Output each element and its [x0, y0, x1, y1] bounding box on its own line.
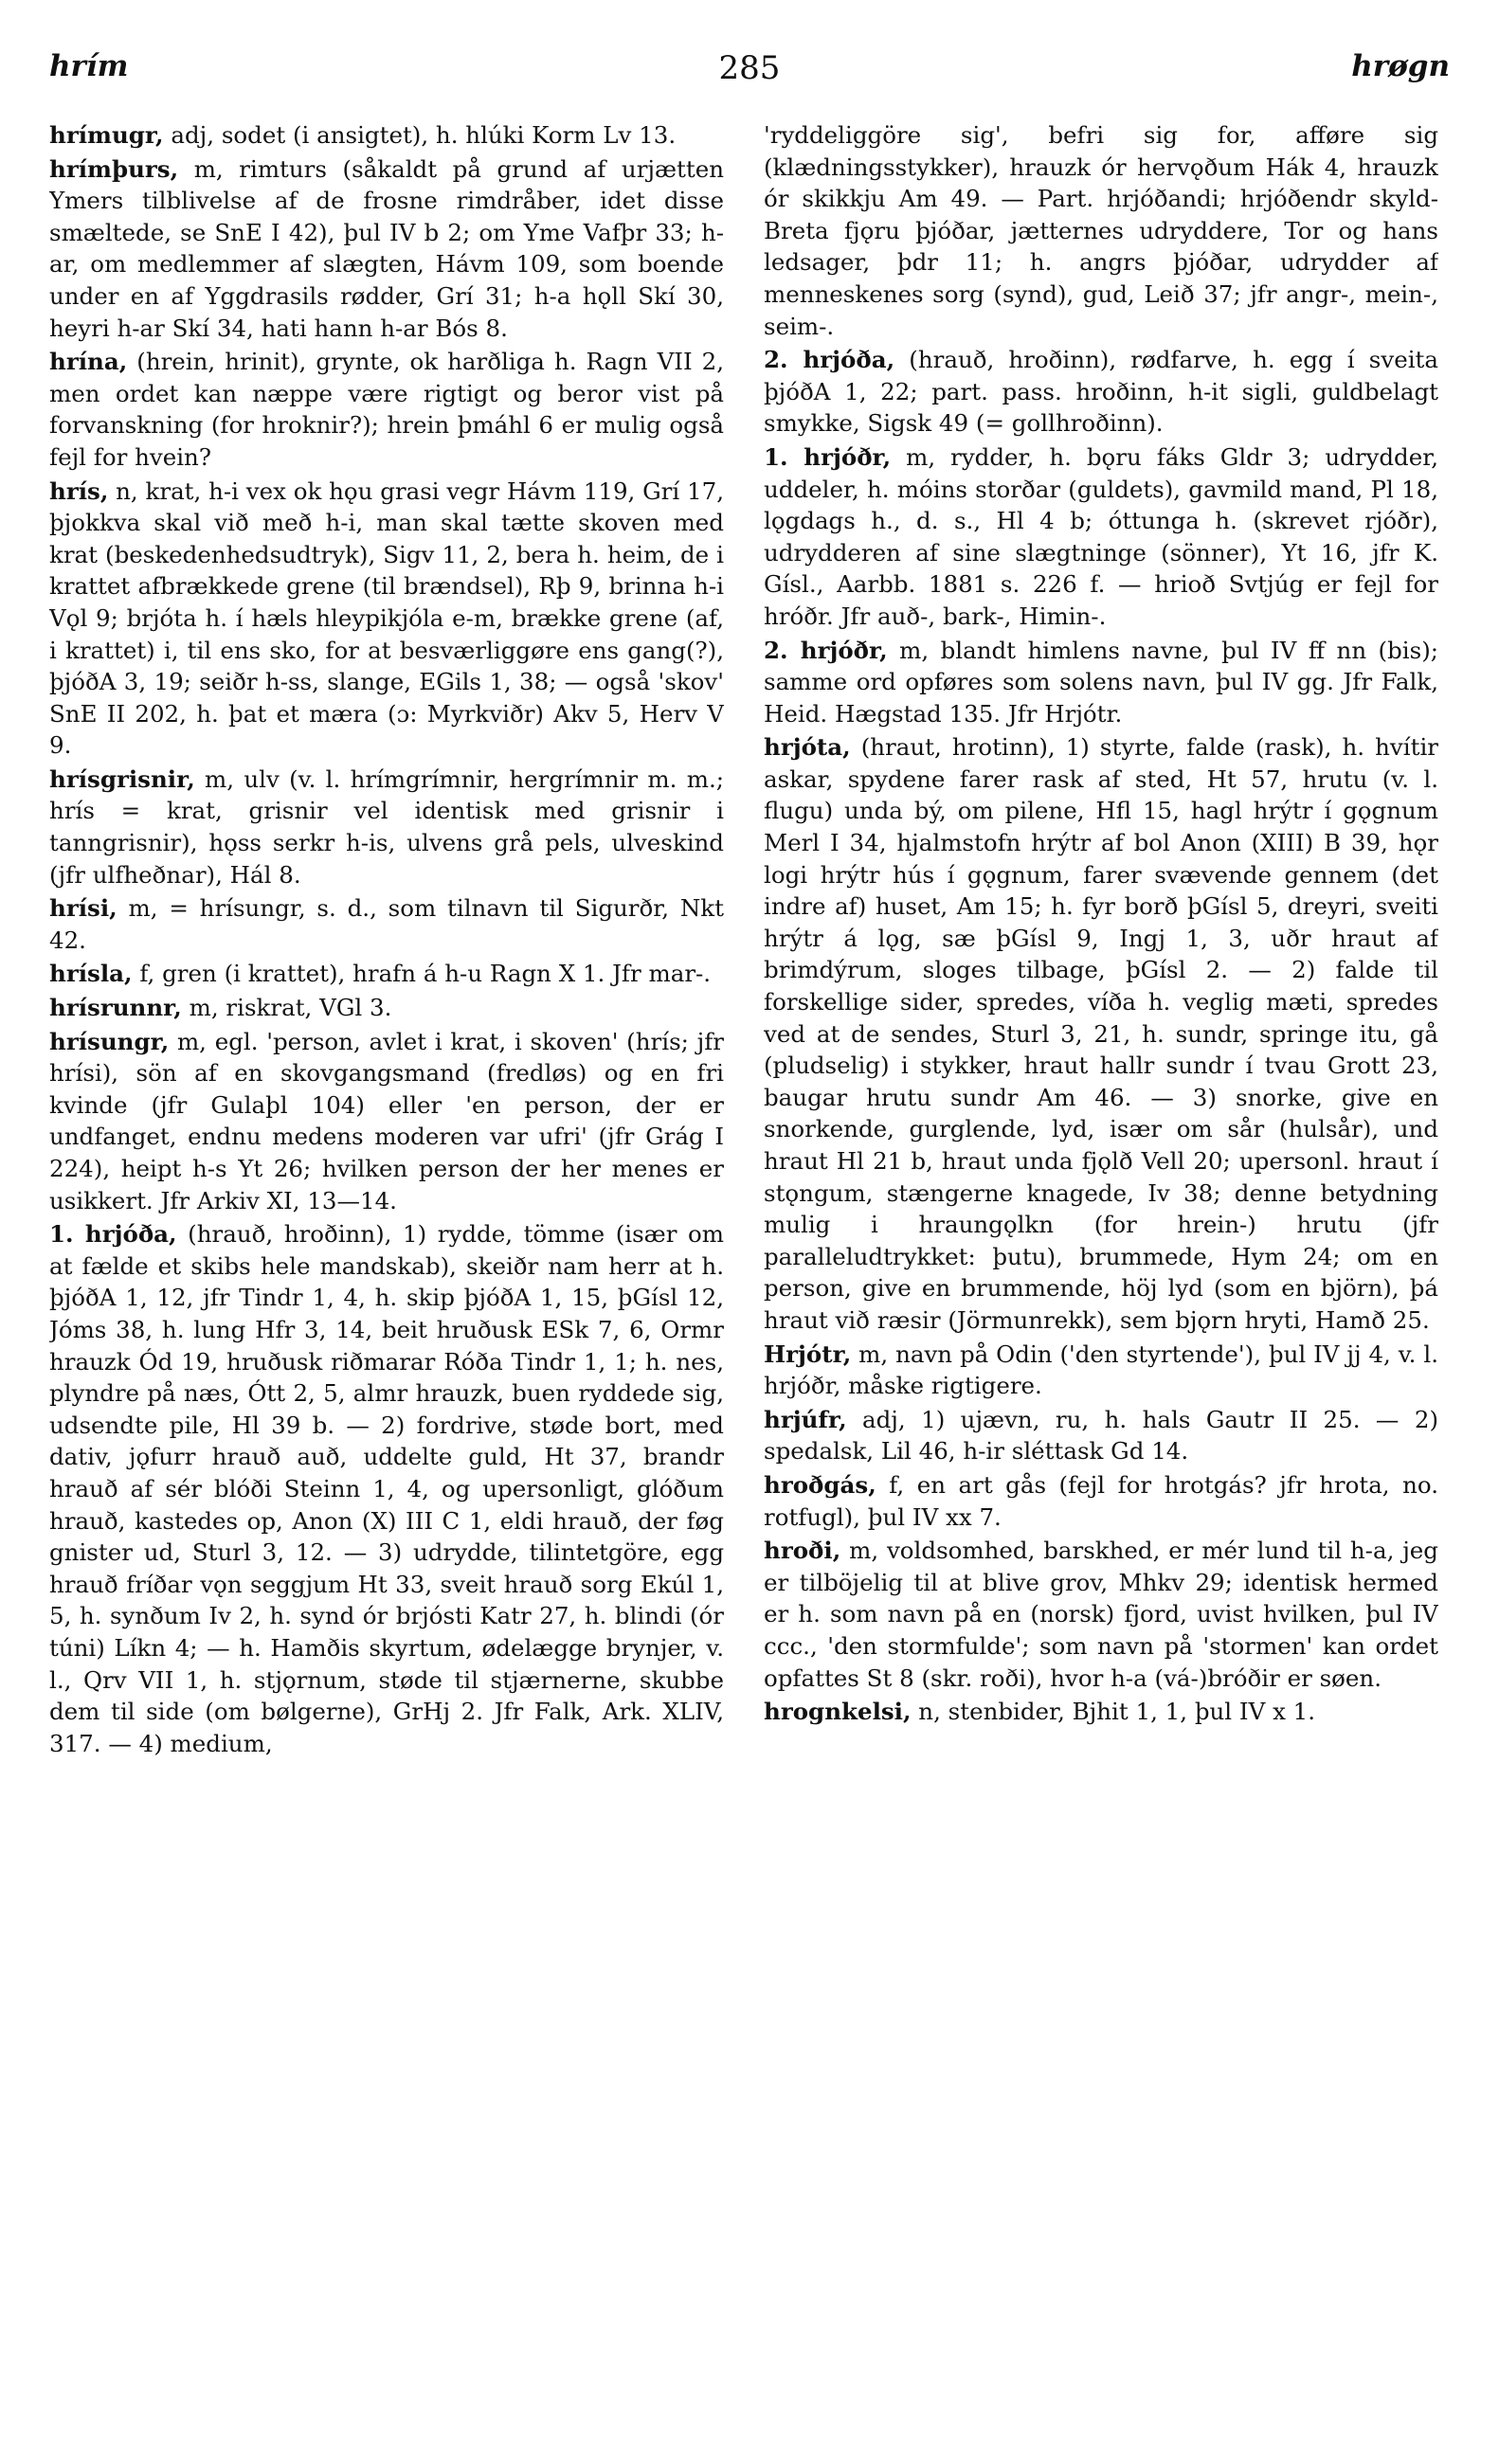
dictionary-entry [49, 1026, 724, 1217]
dictionary-entry [764, 731, 1438, 1336]
entry-headword: hrísrunnr, [49, 994, 182, 1022]
dictionary-entry [764, 1696, 1438, 1728]
dictionary-entry [49, 764, 724, 890]
dictionary-entry [764, 1404, 1438, 1467]
entry-headword: hrímugr, [49, 121, 164, 149]
entry-definition: n, stenbider, Bjhit 1, 1, þul IV x 1. [911, 1698, 1316, 1726]
entry-definition: n, krat, h-i vex ok hǫu grasi vegr Hávm 119, Grí 17, þjokkva skal við með h-i, man skal tætte skoven med krat (beskedenhedsudtryk), Sigv 11, 2, bera h. heim, de i krattet afbrækkede grene (til brændsel), Rþ 9, brinna h-i Vǫl 9; brjóta h. í hæls hleypikjóla e-m, brække grene (af, i krattet) i, til ens sko, for at besværliggøre ens gang(?), þjóðA 3, 19; seiðr h-ss, slange, EGils 1, 38; — også 'skov' SnE II 202, h. þat et mæra (ɔ: Myrkviðr) Akv 5, Herv V 9. [49, 477, 724, 760]
entry-definition: (hrauð, hroðinn), 1) rydde, tömme (især om at fælde et skibs hele mandskab), skeiðr nam herr at h. þjóðA 1, 12, jfr Tindr 1, 4, h. skip þjóðA 1, 15, þGísl 12, Jóms 38, h. lung Hfr 3, 14, beit hruðusk ESk 7, 6, Ormr hrauzk Ód 19, hruðusk riðmarar Róða Tindr 1, 1; h. nes, plyndre på næs, Ótt 2, 5, almr hrauzk, buen ryddede sig, udsendte pile, Hl 39 b. — 2) fordrive, støde bort, med dativ, jǫfurr hrauð auð, uddelte guld, Ht 37, brandr hrauð af sér blóði Steinn 1, 4, og upersonligt, glóðum hrauð, kastedes op, Anon (X) III C 1, eldi hrauð, der føg gnister ud, Sturl 3, 12. — 3) udrydde, tilintetgöre, egg hrauð fríðar vǫn seggjum Ht 33, sveit hrauð sorg Ekúl 1, 5, h. synðum Iv 2, h. synd ór brjósti Katr 27, h. blindi (ór túni) Líkn 4; — h. Hamðis skyrtum, ødelægge brynjer, v. l., Qrv VII 1, h. stjǫrnum, støde til stjærnerne, skubbe dem til side (om bølgerne), GrHj 2. Jfr Falk, Ark. XLIV, 317. — 4) medium, [49, 1220, 724, 1757]
entry-headword: 1. hrjóða, [49, 1220, 177, 1249]
entry-definition: (hrein, hrinit), grynte, ok harðliga h. Ragn VII 2, men ordet kan næppe være rigtigt og beror vist på forvanskning (for hroknir?); hrein þmáhl 6 er mulig også fejl for hvein? [49, 348, 724, 471]
entry-headword: hroðgás, [764, 1470, 876, 1499]
dictionary-entry [49, 346, 724, 473]
entry-definition: m, navn på Odin ('den styrtende'), þul IV jj 4, v. l. hrjóðr, måske rigtigere. [764, 1340, 1438, 1400]
entry-definition: (hraut, hrotinn), 1) styrte, falde (rask), h. hvítir askar, spydene farer rask af sted, Ht 57, hrutu (v. l. flugu) unda bý, om pilene, Hfl 15, hagl hrýtr í gǫgnum Merl I 34, hjalmstofn hrýtr af bol Anon (XIII) B 39, hǫr logi hrýtr hús í gǫgnum, farer svævende gennem (det indre af) huset, Am 15; h. fyr borð þGísl 5, dreyri, sveiti hrýtr á lǫg, sæ þGísl 9, Ingj 1, 3, uðr hraut af brimdýrum, sloges tilbage, þGísl 2. — 2) falde til forskellige sider, spredes, víða h. veglig mæti, spredes ved at de sendes, Sturl 3, 21, h. sundr, springe itu, gå (pludselig) i stykker, hraut hallr sundr í tvau Grott 23, baugar hrutu sundr Am 46. — 3) snorke, give en snorkende, gurglende, lyd, især om sår (hulsår), und hraut Hl 21 b, hraut unda fjǫlð Vell 20; upersonl. hraut í stǫngum, stængerne knagede, Iv 38; denne betydning mulig i hraungǫlkn (for hrein-) hrutu (jfr paralleludtrykket: þutu), brummede, Hym 24; om en person, give en brummende, höj lyd (som en björn), þá hraut við ræsir (Jörmunrekk), sem bjǫrn hryti, Hamð 25. [764, 733, 1438, 1334]
entry-definition: m, egl. 'person, avlet i krat, i skoven' (hrís; jfr hrísi), sön af en skovgangsmand (fredløs) og en fri kvinde (jfr Gulaþl 104) eller 'en person, der er undfanget, endnu medens moderen var ufri' (jfr Grág I 224), heipt h-s Yt 26; hvilken person der her menes er usikkert. Jfr Arkiv XI, 13—14. [49, 1027, 724, 1214]
entry-definition: m, voldsomhed, barskhed, er mér lund til h-a, jeg er tilböjelig til at blive grov, Mhkv 29; identisk hermed er h. som navn på en (norsk) fjord, uvist hvilken, þul IV ccc., 'den stormfulde'; som navn på 'stormen' kan ordet opfattes St 8 (skr. roði), hvor h-a (vá-)bróðir er søen. [764, 1537, 1438, 1692]
entry-headword: 2. hrjóða, [764, 346, 895, 374]
entry-headword: hrognkelsi, [764, 1698, 912, 1726]
entry-definition: f, en art gås (fejl for hrotgás? jfr hrota, no. rotfugl), þul IV xx 7. [764, 1470, 1438, 1531]
left-column [49, 119, 724, 2431]
entry-headword: hrjóta, [764, 733, 851, 762]
dictionary-entry [49, 119, 724, 152]
dictionary-entry [49, 892, 724, 956]
entry-headword: Hrjótr, [764, 1340, 852, 1368]
right-column [764, 119, 1438, 2431]
running-headword-left: hrím [49, 49, 129, 83]
entry-definition: m, blandt himlens navne, þul IV ff nn (bis); samme ord opføres som solens navn, þul IV gg. Jfr Falk, Heid. Hægstad 135. Jfr Hrjótr. [764, 636, 1438, 728]
entry-definition: m, = hrísungr, s. d., som tilnavn til Sigurðr, Nkt 42. [49, 894, 724, 954]
entry-definition: adj, 1) ujævn, ru, h. hals Gautr II 25. — 2) spedalsk, Lil 46, h-ir sléttask Gd 14. [764, 1405, 1438, 1466]
dictionary-entry [49, 958, 724, 990]
entry-definition: m, rimturs (såkaldt på grund af urjætten Ymers tilblivelse af de frosne rimdråber, idet disse smæltede, se SnE I 42), þul IV b 2; om Yme Vafþr 33; h-ar, om medlemmer af slægten, Hávm 109, som boende under en af Yggdrasils rødder, Grí 31; h-a hǫll Skí 30, heyri h-ar Skí 34, hati hann h-ar Bós 8. [49, 154, 724, 342]
dictionary-entry [49, 476, 724, 762]
entry-definition: (hrauð, hroðinn), rødfarve, h. egg í sveita þjóðA 1, 22; part. pass. hroðinn, h-it sigli, guldbelagt smykke, Sigsk 49 (= gollhroðinn). [764, 346, 1438, 438]
dictionary-entry [764, 441, 1438, 633]
entry-definition: m, riskrat, VGl 3. [181, 994, 392, 1022]
entry-headword: hrjúfr, [764, 1405, 847, 1433]
dictionary-entry [764, 344, 1438, 440]
page-header [49, 49, 1450, 97]
entry-headword: hrísla, [49, 960, 133, 988]
entry-definition: m, ulv (v. l. hrímgrímnir, hergrímnir m. m.; hrís = krat, grisnir vel identisk med grisnir i tanngrisnir), hǫss serkr h-is, ulvens grå pels, ulveskind (jfr ulfheðnar), Hál 8. [49, 764, 724, 889]
dictionary-entry [764, 1535, 1438, 1694]
entry-headword: hrísgrisnir, [49, 764, 195, 793]
page-number: 285 [718, 49, 781, 87]
entry-headword: hrísungr, [49, 1027, 170, 1055]
entry-definition: 'ryddeliggöre sig', befri sig for, afføre sig (klædningsstykker), hrauzk ór hervǫðum Hák 4, hrauzk ór skikkju Am 49. — Part. hrjóðandi; hrjóðendr skyld-Breta fjǫru þjóðar, jætternes udryddere, Tor og hans ledsager, þdr 11; h. angrs þjóðar, udrydder af menneskenes sorg (synd), gud, Leið 37; jfr angr-, mein-, seim-. [764, 121, 1438, 340]
entry-headword: 1. hrjóðr, [764, 442, 892, 471]
dictionary-entry [49, 1218, 724, 1759]
entry-definition: f, gren (i krattet), hrafn á h-u Ragn X 1. Jfr mar-. [132, 960, 712, 988]
dictionary-entry [49, 153, 724, 345]
dictionary-entry [49, 992, 724, 1024]
entry-headword: hrísi, [49, 894, 117, 923]
entry-headword: 2. hrjóðr, [764, 636, 888, 664]
entry-headword: hrís, [49, 477, 109, 505]
entry-headword: hrímþurs, [49, 154, 179, 183]
dictionary-entry [764, 635, 1438, 730]
running-headword-right: hrøgn [1351, 49, 1450, 83]
dictionary-entry [764, 1469, 1438, 1533]
entry-definition: m, rydder, h. bǫru fáks Gldr 3; udrydder, uddeler, h. móins storðar (guldets), gavmild mand, Pl 18, lǫgdags h., d. s., Hl 4 b; óttunga h. (skrevet rjóðr), udrydderen af sine slægtninge (sönner), Yt 16, jfr K. Gísl., Aarbb. 1881 s. 226 f. — hrioð Svtjúg er fejl for hróðr. Jfr auð-, bark-, Himin-. [764, 442, 1438, 630]
dictionary-entry [764, 1339, 1438, 1402]
dictionary-entry [764, 119, 1438, 342]
entry-definition: adj, sodet (i ansigtet), h. hlúki Korm Lv 13. [163, 121, 677, 149]
entry-headword: hrína, [49, 348, 128, 376]
entry-headword: hroði, [764, 1537, 841, 1565]
